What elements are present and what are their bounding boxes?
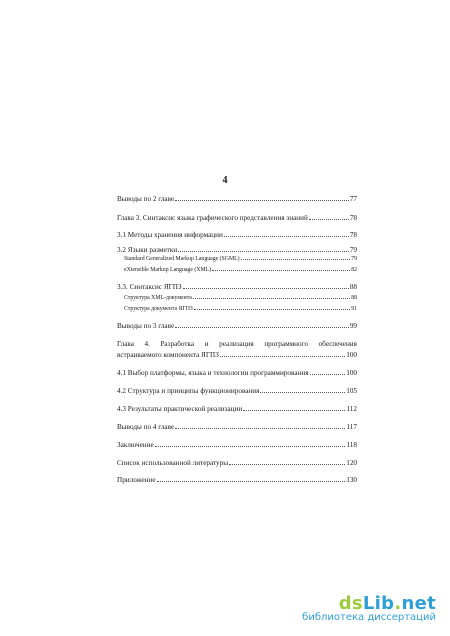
toc-entry-page: 79 — [351, 256, 357, 262]
toc-entry[interactable] — [117, 459, 357, 467]
toc-entry-chapter4-line1[interactable] — [117, 340, 357, 348]
toc-leader — [193, 298, 350, 299]
logo-dot: . — [394, 593, 402, 614]
toc-entry[interactable] — [117, 322, 357, 330]
logo-ds: ds — [338, 593, 363, 614]
toc-leader — [194, 309, 350, 310]
toc-leader — [155, 446, 346, 447]
toc-entry-label: 3.3. Синтаксис ЯГПЗ — [117, 283, 182, 291]
toc-entry-page: 82 — [351, 267, 357, 273]
toc-leader — [212, 270, 350, 271]
toc-entry[interactable] — [117, 214, 357, 222]
toc-entry-page: 105 — [346, 387, 357, 395]
dslib-subtitle: библиотека диссертаций — [302, 612, 436, 623]
toc-entry-label: 4.1 Выбор платформы, языка и технологии программирования — [117, 369, 309, 377]
toc-entry-label: Список использованной литературы — [117, 459, 229, 467]
toc-entry[interactable] — [117, 246, 357, 254]
toc-entry-page: 120 — [346, 459, 357, 467]
toc-entry-page: 117 — [346, 423, 357, 431]
dslib-watermark[interactable] — [302, 593, 436, 623]
toc-entry-label: Выводы по 3 главе — [117, 322, 175, 330]
toc-entry[interactable] — [117, 405, 357, 413]
toc-leader — [175, 327, 349, 328]
toc-entry-page: 88 — [351, 295, 357, 301]
toc-entry[interactable] — [124, 295, 357, 301]
toc-entry-page: 112 — [346, 405, 357, 413]
toc-leader — [229, 464, 345, 465]
toc-entry[interactable] — [124, 306, 357, 312]
toc-entry-page: 91 — [351, 306, 357, 312]
toc-word: 4. — [144, 340, 150, 348]
toc-leader — [260, 392, 345, 393]
toc-leader — [157, 481, 346, 482]
toc-entry-page: 78 — [349, 214, 357, 222]
toc-leader — [241, 259, 351, 260]
toc-entry-label: Заключение — [117, 441, 154, 449]
toc-entry-label: встраиваемого компонента ЯГПЗ — [117, 351, 219, 359]
toc-entry-label: eXtensible Markup Language (XML) — [124, 267, 212, 273]
page-number: 4 — [222, 175, 228, 186]
toc-entry-label: 3.2 Языки разметки — [117, 246, 178, 254]
toc-entry-label: Структура документа ЯГПЗ — [124, 306, 193, 312]
toc-entry-page: 77 — [349, 195, 357, 203]
toc-word: Глава — [117, 340, 134, 348]
toc-leader — [243, 410, 345, 411]
toc-entry-label: 4.2 Структура и принципы функционирования — [117, 387, 260, 395]
toc-leader — [175, 200, 349, 201]
toc-entry[interactable] — [117, 283, 357, 291]
toc-entry[interactable] — [117, 476, 357, 484]
toc-entry[interactable] — [124, 267, 357, 273]
toc-leader — [178, 251, 349, 252]
logo-net: net — [401, 593, 436, 614]
toc-word: обеспечения — [318, 340, 357, 348]
toc-entry-page: 100 — [346, 369, 357, 377]
toc-entry-label: Standard Generalized Markup Language (SGML) — [124, 256, 240, 262]
toc-entry-page: 79 — [349, 246, 357, 254]
toc-entry-page: 78 — [349, 231, 357, 239]
toc-word: программного — [264, 340, 308, 348]
dslib-logo — [302, 593, 436, 614]
toc-entry[interactable] — [117, 351, 357, 359]
toc-entry[interactable] — [117, 369, 357, 377]
toc-leader — [310, 374, 346, 375]
toc-word: Разработка — [160, 340, 195, 348]
toc-entry[interactable] — [117, 195, 357, 203]
toc-entry-label: Выводы по 4 главе — [117, 423, 175, 431]
toc-entry-page: 100 — [346, 351, 357, 359]
toc-entry[interactable] — [117, 423, 357, 431]
toc-word: реализация — [219, 340, 254, 348]
toc-entry[interactable] — [117, 231, 357, 239]
toc-entry-label: Структура XML-документа — [124, 295, 192, 301]
toc-entry-page: 118 — [346, 441, 357, 449]
toc-entry-label: Выводы по 2 главе — [117, 195, 175, 203]
toc-leader — [309, 219, 349, 220]
toc-entry[interactable] — [117, 387, 357, 395]
toc-leader — [220, 356, 345, 357]
toc-entry-label: Приложение — [117, 476, 156, 484]
toc-leader — [183, 288, 349, 289]
logo-lib: Lib — [362, 593, 395, 614]
toc-leader — [224, 236, 349, 237]
toc-entry-label: Глава 3. Синтаксис языка графического представления знаний — [117, 214, 308, 222]
toc-entry[interactable] — [124, 256, 357, 262]
toc-entry-label: 4.3 Результаты практической реализации — [117, 405, 243, 413]
toc-entry-page: 88 — [349, 283, 357, 291]
toc-entry[interactable] — [117, 441, 357, 449]
toc-leader — [175, 428, 345, 429]
toc-entry-page: 130 — [346, 476, 357, 484]
toc-entry-label: 3.1 Методы хранения информации — [117, 231, 223, 239]
toc-entry-page: 99 — [349, 322, 357, 330]
toc-word: и — [204, 340, 209, 348]
